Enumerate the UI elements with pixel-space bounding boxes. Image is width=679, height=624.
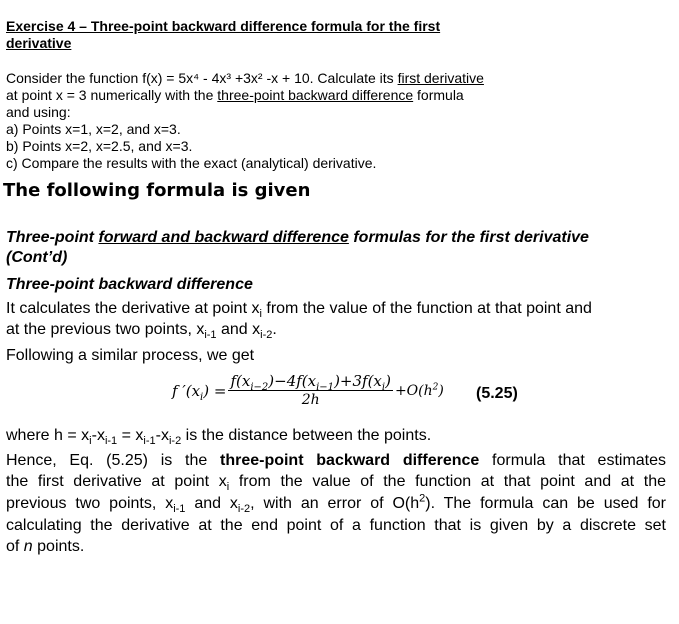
text: previous two points, x [6, 495, 174, 512]
formula-denominator: 2h [301, 392, 320, 408]
text: from the value of the function at that point and at the [229, 473, 666, 490]
exercise-item-a: a) Points x=1, x=2, and x=3. [6, 121, 181, 137]
equation-5-25 [172, 372, 444, 409]
after-line-4 [6, 494, 666, 514]
after-line-5: calculating the derivative at the end point of a function that is given by a discrete set [6, 517, 666, 534]
text: formula that estimates [479, 452, 667, 469]
section-title-line1 [6, 228, 589, 248]
subscript: i-2 [168, 435, 182, 448]
text: the first derivative at point x [6, 473, 227, 490]
exercise-text: formula [413, 87, 464, 103]
superscript: 2 [419, 492, 426, 505]
text: of [6, 538, 24, 555]
exercise-line-3: and using: [6, 104, 71, 120]
paragraph-1-line-1 [6, 299, 592, 319]
section-subtitle: Three-point backward difference [6, 276, 253, 293]
exercise-title [6, 18, 440, 52]
subscript: i-2 [260, 329, 273, 342]
text: . [272, 321, 277, 338]
text: and x [185, 495, 238, 512]
section-title-text: formulas for the first derivative [348, 229, 589, 246]
text: Hence, Eq. (5.25) is the [6, 452, 220, 469]
section-title-text: Three-point [6, 229, 99, 246]
text: points. [32, 538, 85, 555]
formula-error-term: $+O(h^2)$ [394, 381, 444, 399]
text: and x [216, 321, 261, 338]
exercise-line-2 [6, 87, 464, 104]
paragraph-1-line-2 [6, 320, 277, 340]
forward-backward-link[interactable]: forward and backward difference [98, 229, 349, 246]
exercise-item-b: b) Points x=2, x=2.5, and x=3. [6, 138, 193, 154]
subscript: i-1 [204, 329, 217, 342]
text: at the previous two points, x [6, 321, 205, 338]
subscript: i [89, 435, 92, 448]
text: from the value of the function at that point and [261, 300, 592, 317]
subscript: i-1 [173, 503, 186, 516]
subscript: i [259, 308, 262, 321]
equation-number: (5.25) [476, 385, 518, 402]
formula-numerator: $f(x_{i-2})-4f(x_{i-1})+3f(x_i)$ [230, 372, 391, 393]
exercise-title-line1: Exercise 4 – Three-point backward difference formula for the first [6, 18, 441, 34]
exercise-line-1 [6, 70, 484, 87]
after-line-3 [6, 472, 666, 492]
backward-difference-link[interactable]: three-point backward difference [217, 87, 414, 103]
formula-lhs: f $'(x_i)$ = [172, 381, 227, 403]
text: -x [155, 427, 169, 444]
bold-text: three-point backward difference [219, 452, 480, 469]
subscript: i [226, 481, 230, 494]
exercise-title-line2: derivative [6, 35, 72, 51]
text: , with an error of O(h [250, 495, 420, 512]
text: -x [91, 427, 105, 444]
exercise-text: at point x = 3 numerically with the [6, 87, 218, 103]
section-title-line2: (Cont’d) [6, 249, 68, 266]
formula-fraction [228, 372, 393, 409]
after-line-6 [6, 537, 84, 557]
exercise-text: Consider the function f(x) = 5x⁴ - 4x³ +3x² -x + 10. Calculate its [6, 70, 398, 86]
text: = x [117, 427, 144, 444]
first-derivative-link[interactable]: first derivative [397, 70, 484, 86]
text: ). The formula can be used for [425, 495, 666, 512]
exercise-item-c: c) Compare the results with the exact (analytical) derivative. [6, 155, 377, 171]
subscript: i-2 [237, 503, 251, 516]
text: It calculates the derivative at point x [6, 300, 260, 317]
given-heading: The following formula is given [3, 180, 311, 201]
text: where h = x [6, 427, 90, 444]
subscript: i-1 [143, 435, 156, 448]
italic-n: n [23, 538, 33, 555]
after-line-1 [6, 426, 431, 446]
after-line-2 [6, 451, 666, 471]
paragraph-2: Following a similar process, we get [6, 347, 255, 364]
text: is the distance between the points. [181, 427, 432, 444]
subscript: i-1 [104, 435, 118, 448]
